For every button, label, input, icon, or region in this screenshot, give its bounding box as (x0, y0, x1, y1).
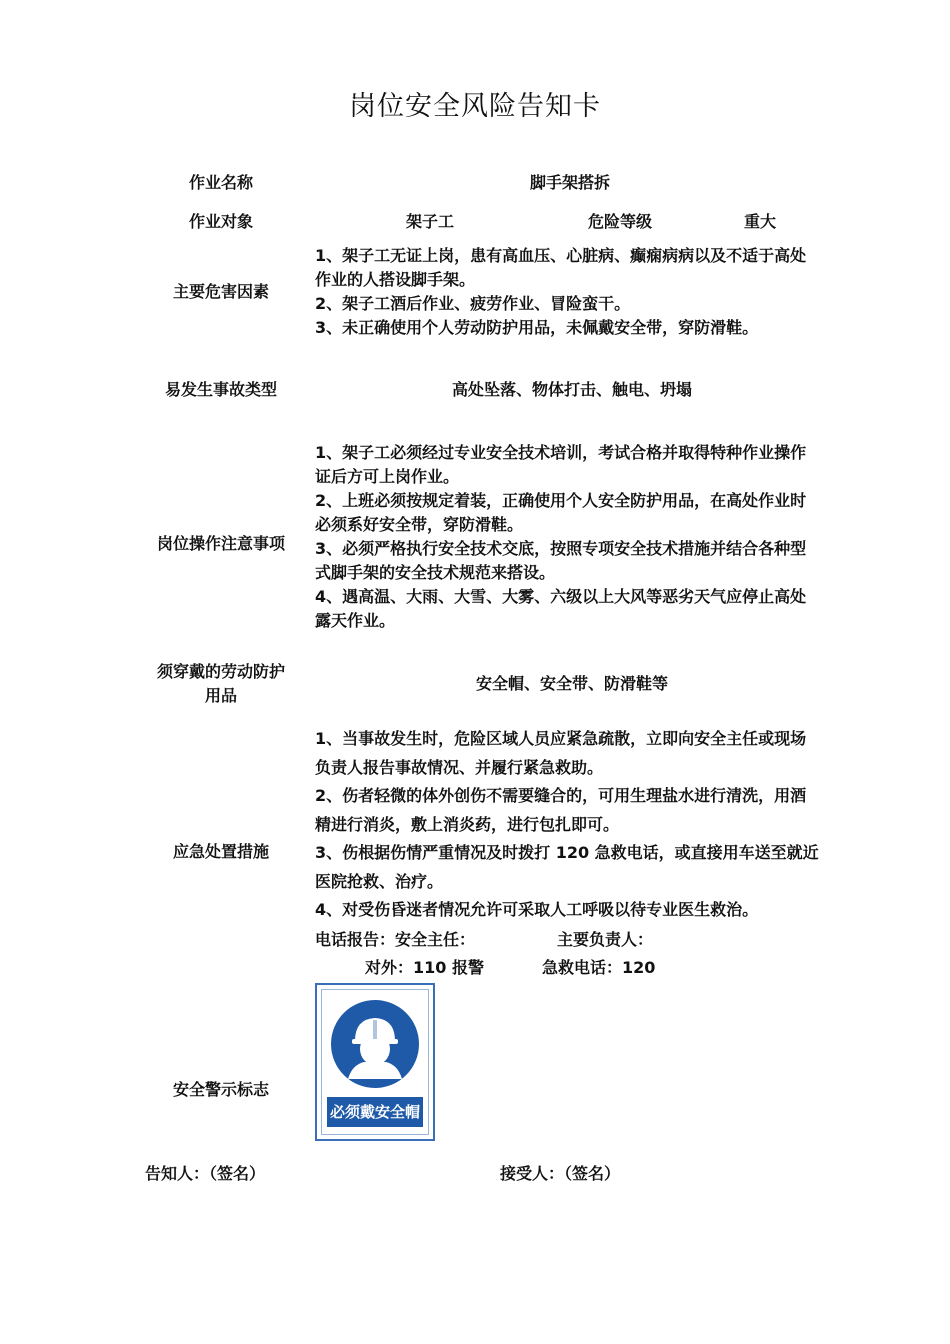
risk-level-value: 重大 (743, 212, 776, 231)
precautions-line: 证后方可上岗作业。 (315, 467, 460, 486)
ppe-label (140, 660, 302, 708)
sign-caption: 必须戴安全帽 (327, 1097, 423, 1127)
job-name-label: 作业名称 (188, 173, 253, 192)
emergency-line: 医院抢救、治疗。 (315, 871, 444, 891)
emergency-line: 2、伤者轻微的体外创伤不需要缝合的，可用生理盐水进行清洗，用酒 (315, 786, 807, 805)
helmet-icon (330, 999, 420, 1089)
precautions-line: 1、架子工必须经过专业安全技术培训，考试合格并取得特种作业操作 (315, 443, 807, 462)
ambulance-number: 急救电话：120 (542, 958, 656, 977)
ppe-label-line: 用品 (204, 686, 237, 705)
precautions-line: 4、遇高温、大雨、大雪、大雾、六级以上大风等恶劣天气应停止高处 (315, 587, 807, 606)
hazards-label: 主要危害因素 (172, 282, 269, 301)
precautions-line: 式脚手架的安全技术规范来搭设。 (315, 563, 556, 582)
notifier-signature: 告知人：（签名） (145, 1164, 266, 1183)
warning-sign-label: 安全警示标志 (172, 1080, 269, 1099)
accident-types-value: 高处坠落、物体打击、触电、坍塌 (451, 380, 692, 399)
emergency-line: 3、伤根据伤情严重情况及时拨打 120 急救电话，或直接用车送至就近 (315, 843, 819, 862)
emergency-line: 负责人报告事故情况、并履行紧急救助。 (315, 757, 604, 777)
hazards-line: 1、架子工无证上岗，患有高血压、心脏病、癫痫病病以及不适于高处 (315, 246, 807, 265)
hazards-line: 2、架子工酒后作业、疲劳作业、冒险蛮干。 (315, 294, 631, 313)
job-object-label: 作业对象 (188, 212, 253, 231)
leader-label: 主要负责人： (557, 930, 654, 949)
job-object-value: 架子工 (405, 212, 454, 231)
precautions-line: 露天作业。 (315, 611, 396, 630)
phone-report-label: 电话报告：安全主任： (315, 930, 476, 949)
emergency-line: 1、当事故发生时，危险区域人员应紧急疏散，立即向安全主任或现场 (315, 729, 807, 748)
emergency-text (315, 725, 835, 925)
hazards-text (315, 244, 835, 340)
emergency-label: 应急处置措施 (172, 842, 269, 861)
precautions-line: 必须系好安全带，穿防滑鞋。 (315, 515, 524, 534)
hazards-line: 作业的人搭设脚手架。 (315, 270, 476, 289)
receiver-signature: 接受人：（签名） (500, 1164, 621, 1183)
police-number: 对外：110 报警 (365, 958, 484, 977)
page-title: 岗位安全风险告知卡 (349, 91, 601, 122)
hazards-line: 3、未正确使用个人劳动防护用品，未佩戴安全带，穿防滑鞋。 (315, 318, 759, 337)
risk-level-label: 危险等级 (587, 212, 652, 231)
emergency-line: 精进行消炎，敷上消炎药，进行包扎即可。 (315, 814, 620, 834)
emergency-line: 4、对受伤昏迷者情况允许可采取人工呼吸以待专业医生救治。 (315, 900, 759, 919)
precautions-label: 岗位操作注意事项 (156, 534, 285, 553)
ppe-label-line: 须穿戴的劳动防护 (156, 662, 285, 681)
ppe-value: 安全帽、安全带、防滑鞋等 (475, 674, 668, 693)
job-name-value: 脚手架搭拆 (529, 173, 610, 192)
safety-helmet-sign (315, 983, 435, 1141)
precautions-line: 3、必须严格执行安全技术交底，按照专项安全技术措施并结合各种型 (315, 539, 807, 558)
precautions-text (315, 441, 835, 633)
accident-types-label: 易发生事故类型 (164, 380, 277, 399)
precautions-line: 2、上班必须按规定着装，正确使用个人安全防护用品，在高处作业时 (315, 491, 807, 510)
